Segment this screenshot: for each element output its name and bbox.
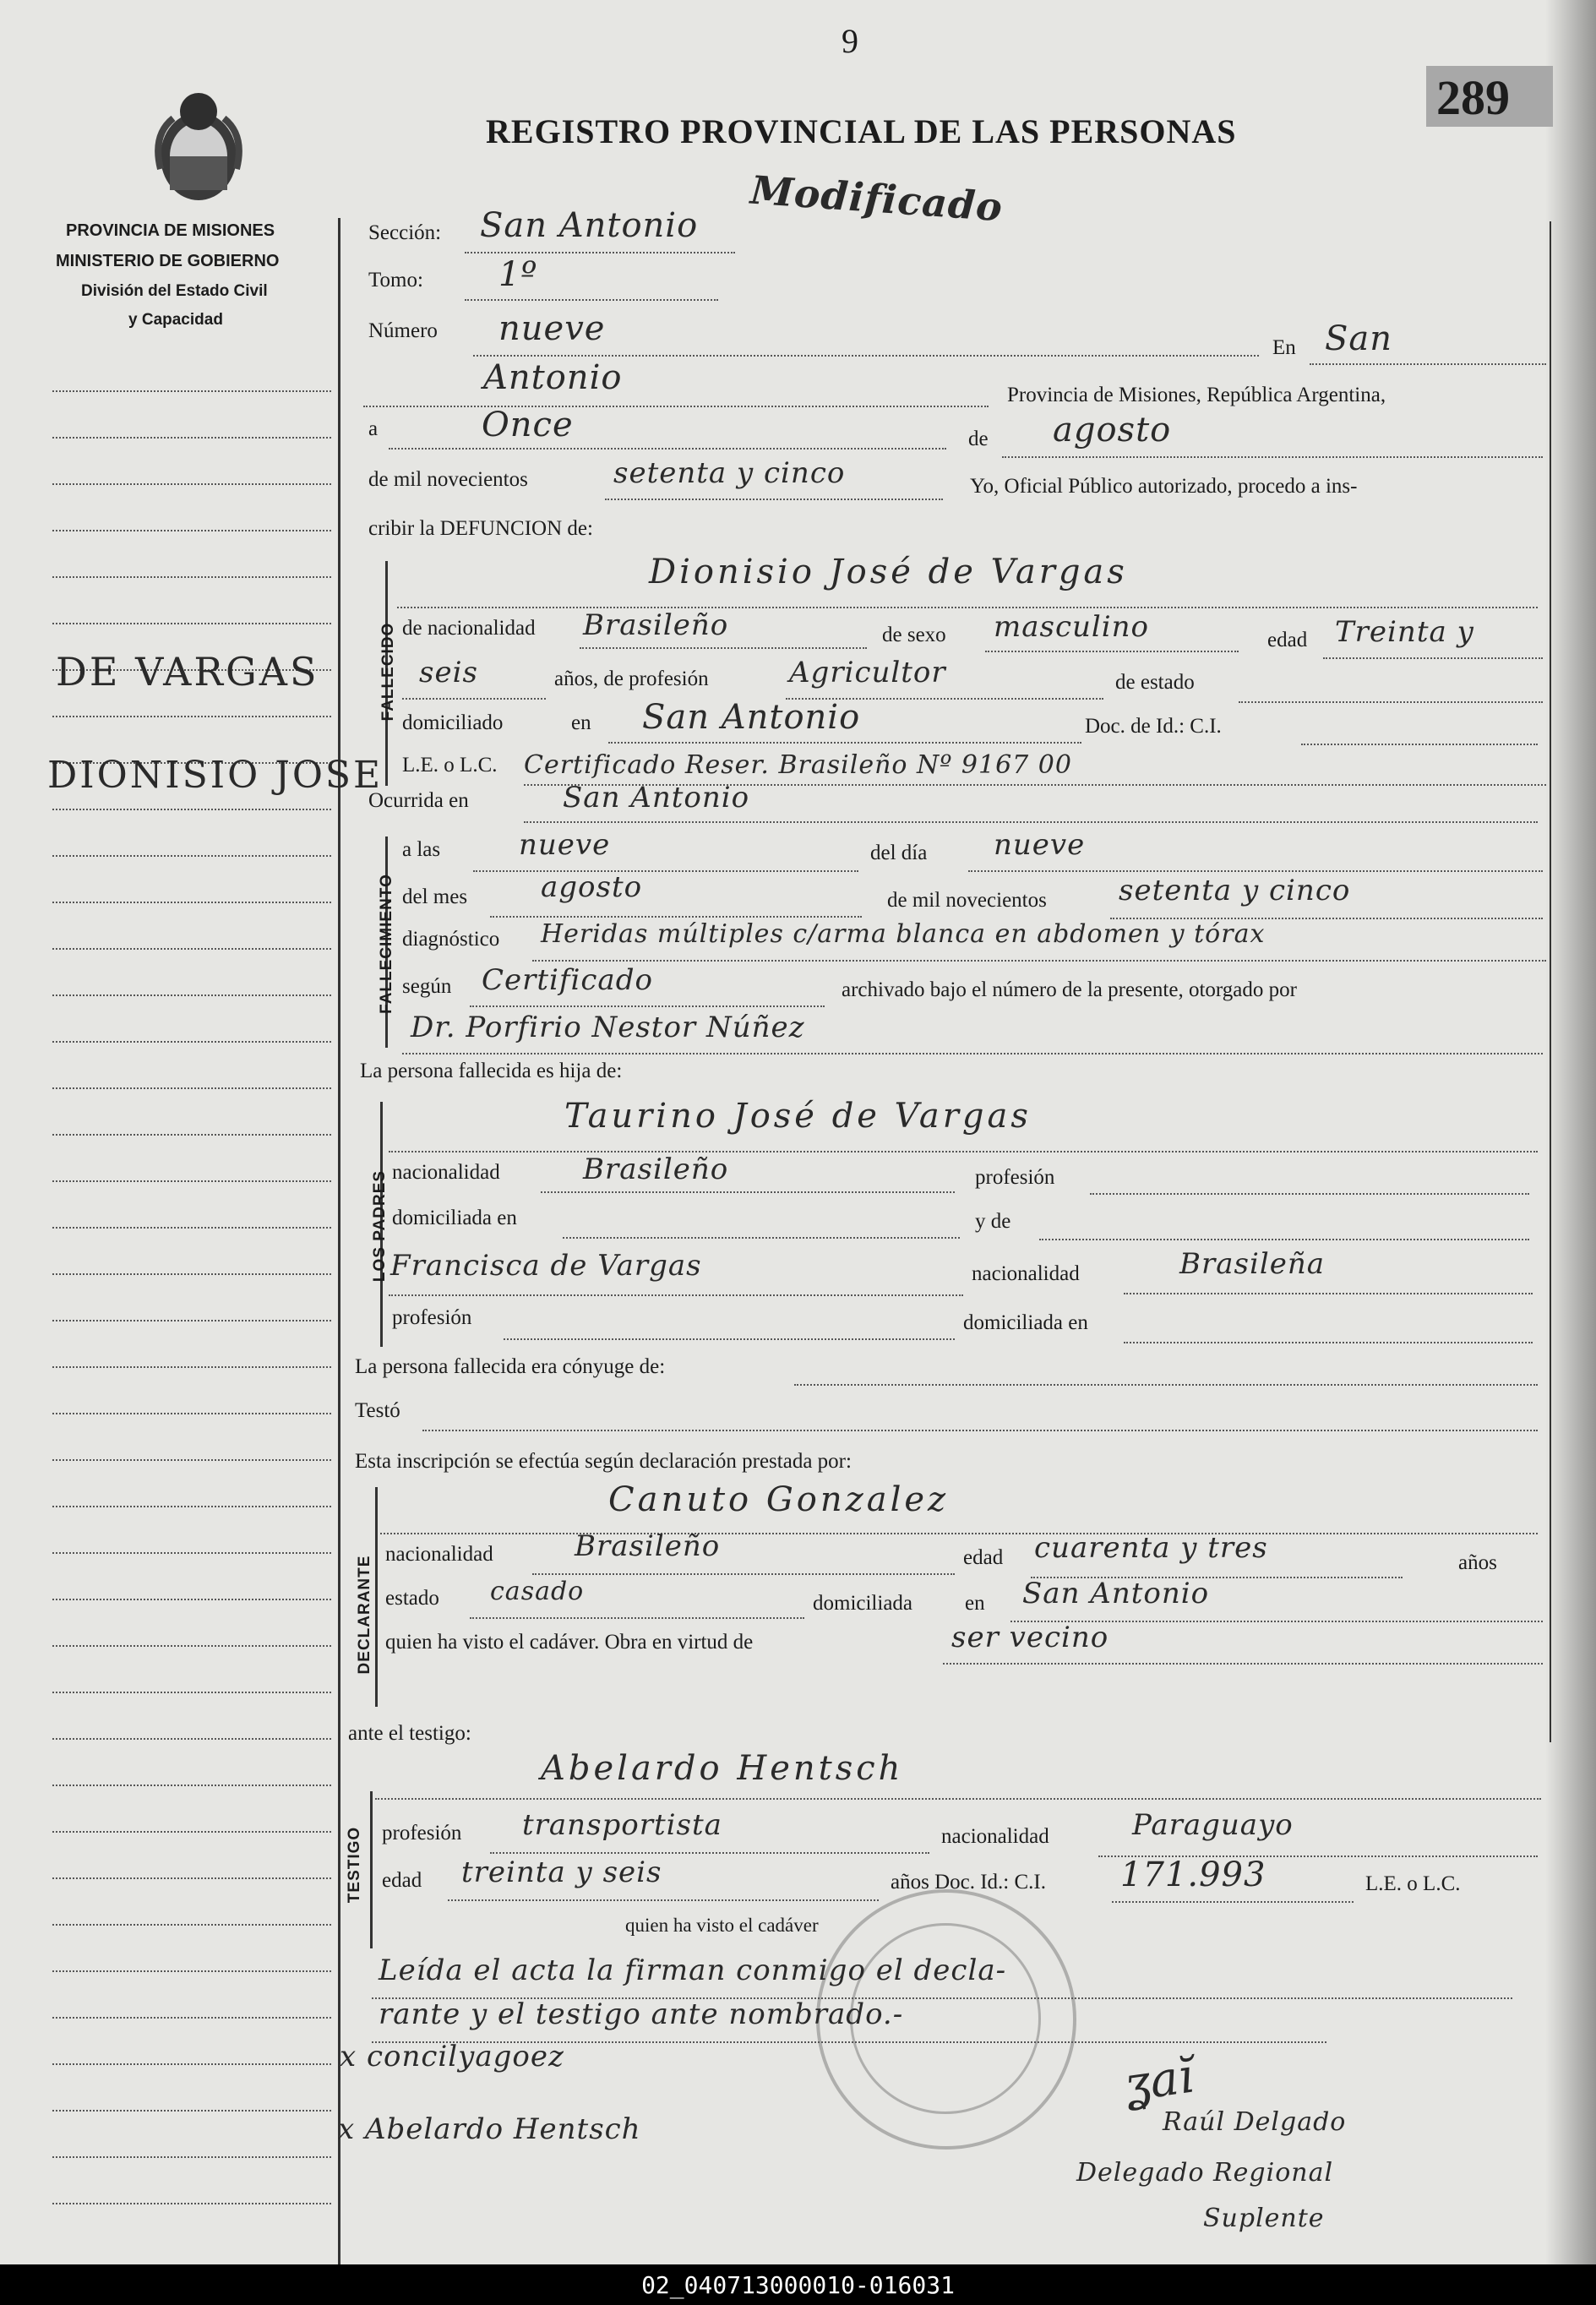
- declarante-quien-label: quien ha visto el cadáver. Obra en virtud de: [385, 1631, 754, 1654]
- coat-of-arms-icon: [152, 76, 245, 203]
- padre-line: [389, 1151, 1538, 1152]
- declarante-nombre-line: [380, 1533, 1538, 1534]
- margin-ruling-line: [52, 530, 331, 531]
- y-de-label: y de: [975, 1210, 1011, 1233]
- mes-line: [1002, 456, 1543, 458]
- testigo-anios-label: años Doc. Id.: C.I.: [891, 1871, 1046, 1894]
- margin-ruling-line: [52, 623, 331, 624]
- org-line-1: PROVINCIA DE MISIONES: [66, 221, 275, 240]
- padres-label: LOS PADRES: [371, 1169, 389, 1283]
- doc-line: [1301, 744, 1538, 745]
- margin-ruling-line: [52, 1180, 331, 1182]
- sexo-label: de sexo: [882, 624, 946, 646]
- segun-value: Certificado: [482, 963, 653, 997]
- del-mes-value: agosto: [541, 870, 643, 904]
- declarante-edad: cuarenta y tres: [1034, 1531, 1268, 1565]
- testigo-nombre-line: [375, 1798, 1541, 1800]
- official-subtitle: Suplente: [1203, 2204, 1325, 2233]
- archivado-label: archivado bajo el número de la presente, otorgado por: [842, 978, 1297, 1001]
- tomo-label: Tomo:: [368, 269, 423, 292]
- domiciliada-madre-line: [1124, 1342, 1533, 1343]
- nacionalidad-line: [580, 647, 867, 649]
- sexo-line: [985, 651, 1239, 652]
- domiciliado-label: domiciliado: [402, 711, 504, 734]
- declarante-nacionalidad: Brasileño: [575, 1529, 721, 1563]
- hora-line: [473, 870, 858, 872]
- edad-label: edad: [1267, 629, 1308, 651]
- page-title: REGISTRO PROVINCIAL DE LAS PERSONAS: [486, 112, 1237, 150]
- testo-line: [422, 1430, 1538, 1431]
- domiciliada-padre-label: domiciliada en: [392, 1207, 517, 1229]
- profesion-madre-label: profesión: [392, 1306, 472, 1329]
- mes-value: agosto: [1053, 411, 1172, 450]
- declarante-bracket: [375, 1487, 378, 1707]
- margin-ruling-line: [52, 2110, 331, 2112]
- closing-text-3: x concilyagoez: [340, 2040, 564, 2073]
- medico-value: Dr. Porfirio Nestor Núñez: [411, 1011, 805, 1044]
- padres-intro: La persona fallecida es hija de:: [360, 1060, 623, 1082]
- oficial-label: Yo, Oficial Público autorizado, procedo a ins-: [970, 475, 1358, 498]
- declarante-en-label: en: [965, 1592, 985, 1615]
- margin-ruling-line: [52, 994, 331, 996]
- fallecido-nombre: Dionisio José de Vargas: [649, 553, 1128, 591]
- conyuge-line: [794, 1384, 1538, 1386]
- anio-line: [605, 499, 943, 500]
- fallecido-edad: Treinta y: [1335, 615, 1474, 649]
- lugar-value: Antonio: [483, 358, 623, 397]
- margin-ruling-line: [52, 1552, 331, 1554]
- del-dia-line: [968, 870, 1543, 872]
- en-label: En: [1272, 336, 1296, 359]
- anios-profesion-label: años, de profesión: [554, 668, 709, 690]
- fallecido-edad2: seis: [419, 656, 478, 689]
- closing-text-1: Leída el acta la firman conmigo el decla-: [379, 1954, 1007, 1987]
- margin-ruling-line: [52, 2063, 331, 2065]
- declarante-nacionalidad-line: [532, 1573, 955, 1575]
- diagnostico-label: diagnóstico: [402, 928, 500, 951]
- diagnostico-line: [532, 960, 1546, 962]
- fallecido-le: Certificado Reser. Brasileño Nº 9167 00: [524, 750, 1072, 780]
- anio-value: setenta y cinco: [613, 456, 846, 490]
- declarante-estado-label: estado: [385, 1587, 439, 1610]
- declarante-anios-label: años: [1458, 1551, 1497, 1574]
- seccion-label: Sección:: [368, 221, 442, 244]
- margin-ruling-line: [52, 948, 331, 950]
- stamp-number: 289: [1436, 70, 1510, 125]
- witness-signature: x Abelardo Hentsch: [338, 2112, 641, 2146]
- del-dia-value: nueve: [994, 828, 1086, 862]
- margin-ruling-line: [52, 1087, 331, 1089]
- le-label: L.E. o L.C.: [402, 754, 498, 777]
- margin-ruling-line: [52, 1366, 331, 1368]
- margin-ruling-line: [52, 1599, 331, 1600]
- official-title: Delegado Regional: [1076, 2158, 1334, 2188]
- nombre-line: [397, 607, 1538, 608]
- frame-line: [338, 218, 340, 2271]
- footer-code: 02_040713000010-016031: [641, 2271, 955, 2299]
- margin-ruling-line: [52, 1738, 331, 1740]
- fallecido-nacionalidad: Brasileño: [583, 608, 729, 642]
- nacionalidad-padre-value: Brasileño: [583, 1152, 729, 1186]
- nacionalidad-padre-label: nacionalidad: [392, 1161, 500, 1184]
- testigo-profesion-label: profesión: [382, 1822, 462, 1845]
- margin-ruling-line: [52, 1273, 331, 1275]
- testigo-label: TESTIGO: [346, 1826, 363, 1904]
- closing-text-2: rante y el testigo ante nombrado.-: [379, 1997, 904, 2031]
- margin-ruling-line: [52, 1459, 331, 1461]
- declarante-intro: Esta inscripción se efectúa según declaración prestada por:: [355, 1450, 852, 1473]
- lugar-line: [363, 406, 989, 407]
- tomo-line: [465, 299, 718, 301]
- madre-line: [389, 1294, 963, 1296]
- official-signature-icon: ʓaĭ: [1119, 2048, 1197, 2113]
- testigo-quien-label: quien ha visto el cadáver: [625, 1915, 819, 1936]
- a-label: a: [368, 417, 379, 440]
- margin-ruling-line: [52, 855, 331, 857]
- madre-value: Francisca de Vargas: [390, 1249, 702, 1283]
- edad2-line: [402, 698, 546, 700]
- y-de-line: [1039, 1239, 1529, 1240]
- nacionalidad-madre-value: Brasileña: [1179, 1247, 1325, 1281]
- margin-given-names: DIONISIO JOSE: [47, 754, 384, 797]
- declarante-label: DECLARANTE: [356, 1555, 373, 1675]
- testigo-bracket: [370, 1791, 373, 1948]
- profesion-padre-label: profesión: [975, 1166, 1055, 1189]
- testigo-intro: ante el testigo:: [348, 1722, 471, 1745]
- declarante-virtud: ser vecino: [951, 1621, 1109, 1654]
- nacionalidad-madre-label: nacionalidad: [972, 1262, 1080, 1285]
- margin-ruling-line: [52, 1970, 331, 1972]
- margin-ruling-line: [52, 902, 331, 903]
- declarante-virtud-line: [943, 1663, 1543, 1665]
- margin-ruling-line: [52, 437, 331, 439]
- official-name: Raúl Delgado: [1163, 2107, 1347, 2137]
- declarante-estado: casado: [490, 1577, 585, 1606]
- margin-ruling-line: [52, 1227, 331, 1229]
- seccion-value: San Antonio: [480, 206, 699, 245]
- a-las-label: a las: [402, 838, 441, 861]
- org-line-4: y Capacidad: [128, 311, 223, 329]
- declarante-estado-line: [470, 1617, 804, 1619]
- testigo-ci-line: [1112, 1901, 1354, 1903]
- medico-line: [402, 1053, 1543, 1054]
- segun-line: [470, 1005, 825, 1007]
- provincia-label: Provincia de Misiones, República Argentina,: [1007, 384, 1386, 406]
- declarante-domiciliada-label: domiciliada: [813, 1592, 913, 1615]
- testigo-profesion: transportista: [522, 1808, 722, 1842]
- margin-ruling-line: [52, 1692, 331, 1693]
- de-label: de: [968, 428, 989, 450]
- domiciliada-padre-line: [563, 1237, 960, 1239]
- hora-value: nueve: [519, 828, 611, 862]
- dia-value: Once: [482, 406, 574, 444]
- ocurrida-label: Ocurrida en: [368, 789, 469, 812]
- anio-value-2: setenta y cinco: [1119, 874, 1351, 907]
- numero-line: [473, 355, 1259, 357]
- margin-ruling-line: [52, 1134, 331, 1136]
- ocurrida-value: San Antonio: [563, 781, 750, 815]
- segun-label: según: [402, 975, 452, 998]
- page-edge-shadow: [1545, 0, 1596, 2264]
- en-line: [1310, 363, 1546, 365]
- profesion-padre-line: [1090, 1193, 1529, 1195]
- diagnostico-value: Heridas múltiples c/arma blanca en abdomen y tórax: [541, 919, 1266, 949]
- margin-ruling-line: [52, 1041, 331, 1043]
- margin-ruling-line: [52, 1924, 331, 1926]
- cribir-label: cribir la DEFUNCION de:: [368, 517, 593, 540]
- nacionalidad-padre-line: [541, 1191, 955, 1193]
- fallecido-domicilio: San Antonio: [642, 698, 861, 737]
- fallecimiento-label: FALLECIMIENTO: [378, 874, 395, 1014]
- margin-surname: DE VARGAS: [56, 649, 319, 695]
- right-frame-line: [1550, 221, 1551, 1742]
- de-mil-label-2: de mil novecientos: [887, 889, 1047, 912]
- domicilio-line: [608, 742, 1081, 744]
- profesion-madre-line: [504, 1338, 955, 1340]
- testigo-le-label: L.E. o L.C.: [1365, 1872, 1461, 1895]
- testo-label: Testó: [355, 1399, 400, 1422]
- declarante-domicilio: San Antonio: [1022, 1577, 1210, 1610]
- org-line-3: División del Estado Civil: [81, 282, 268, 300]
- margin-note: Modificado: [749, 166, 1005, 231]
- nacionalidad-label: de nacionalidad: [402, 617, 536, 640]
- seccion-line: [465, 252, 735, 253]
- de-mil-label: de mil novecientos: [368, 468, 528, 491]
- margin-ruling-line: [52, 1877, 331, 1879]
- page-number: 9: [842, 22, 858, 60]
- margin-ruling-line: [52, 716, 331, 717]
- testigo-nacionalidad-label: nacionalidad: [941, 1825, 1049, 1848]
- fallecido-profesion: Agricultor: [789, 656, 946, 689]
- del-mes-line: [490, 916, 862, 918]
- testigo-edad-line: [448, 1899, 879, 1901]
- del-mes-label: del mes: [402, 885, 468, 908]
- declarante-edad-label: edad: [963, 1546, 1004, 1569]
- nacionalidad-madre-line: [1124, 1293, 1533, 1294]
- fallecido-label: FALLECIDO: [379, 622, 397, 722]
- numero-label: Número: [368, 319, 438, 342]
- en-value: San: [1325, 319, 1393, 358]
- margin-ruling-line: [52, 1413, 331, 1414]
- doc-label: Doc. de Id.: C.I.: [1085, 715, 1222, 738]
- org-line-2: MINISTERIO DE GOBIERNO: [56, 252, 280, 270]
- margin-ruling-line: [52, 2203, 331, 2204]
- testigo-edad-label: edad: [382, 1869, 422, 1892]
- testigo-ci: 171.993: [1120, 1855, 1266, 1894]
- dia-line: [389, 448, 946, 450]
- testigo-nombre: Abelardo Hentsch: [541, 1749, 904, 1788]
- estado-line: [1239, 701, 1543, 703]
- ocurrida-line: [524, 821, 1538, 823]
- fallecido-sexo: masculino: [994, 610, 1150, 644]
- margin-ruling-line: [52, 2156, 331, 2158]
- margin-ruling-line: [52, 2017, 331, 2019]
- en-label-2: en: [571, 711, 591, 734]
- margin-ruling-line: [52, 390, 331, 392]
- margin-ruling-line: [52, 1831, 331, 1833]
- tomo-value: 1º: [498, 255, 538, 294]
- testigo-profesion-line: [490, 1852, 929, 1854]
- declarante-nombre: Canuto Gonzalez: [608, 1480, 950, 1519]
- testigo-edad: treinta y seis: [461, 1855, 662, 1889]
- estado-label: de estado: [1115, 671, 1195, 694]
- declarante-nacionalidad-label: nacionalidad: [385, 1543, 493, 1566]
- margin-ruling-line: [52, 1506, 331, 1507]
- margin-ruling-line: [52, 1785, 331, 1786]
- margin-ruling-line: [52, 576, 331, 578]
- numero-value: nueve: [498, 309, 606, 348]
- margin-ruling-line: [52, 1645, 331, 1647]
- del-dia-label: del día: [870, 842, 928, 864]
- testigo-nacionalidad: Paraguayo: [1132, 1808, 1294, 1842]
- margin-ruling-line: [52, 809, 331, 810]
- margin-ruling-line: [52, 1320, 331, 1321]
- conyuge-label: La persona fallecida era cónyuge de:: [355, 1355, 666, 1378]
- domiciliada-madre-label: domiciliada en: [963, 1311, 1088, 1334]
- padre-value: Taurino José de Vargas: [564, 1097, 1032, 1136]
- edad-line: [1323, 657, 1543, 659]
- margin-ruling-line: [52, 483, 331, 485]
